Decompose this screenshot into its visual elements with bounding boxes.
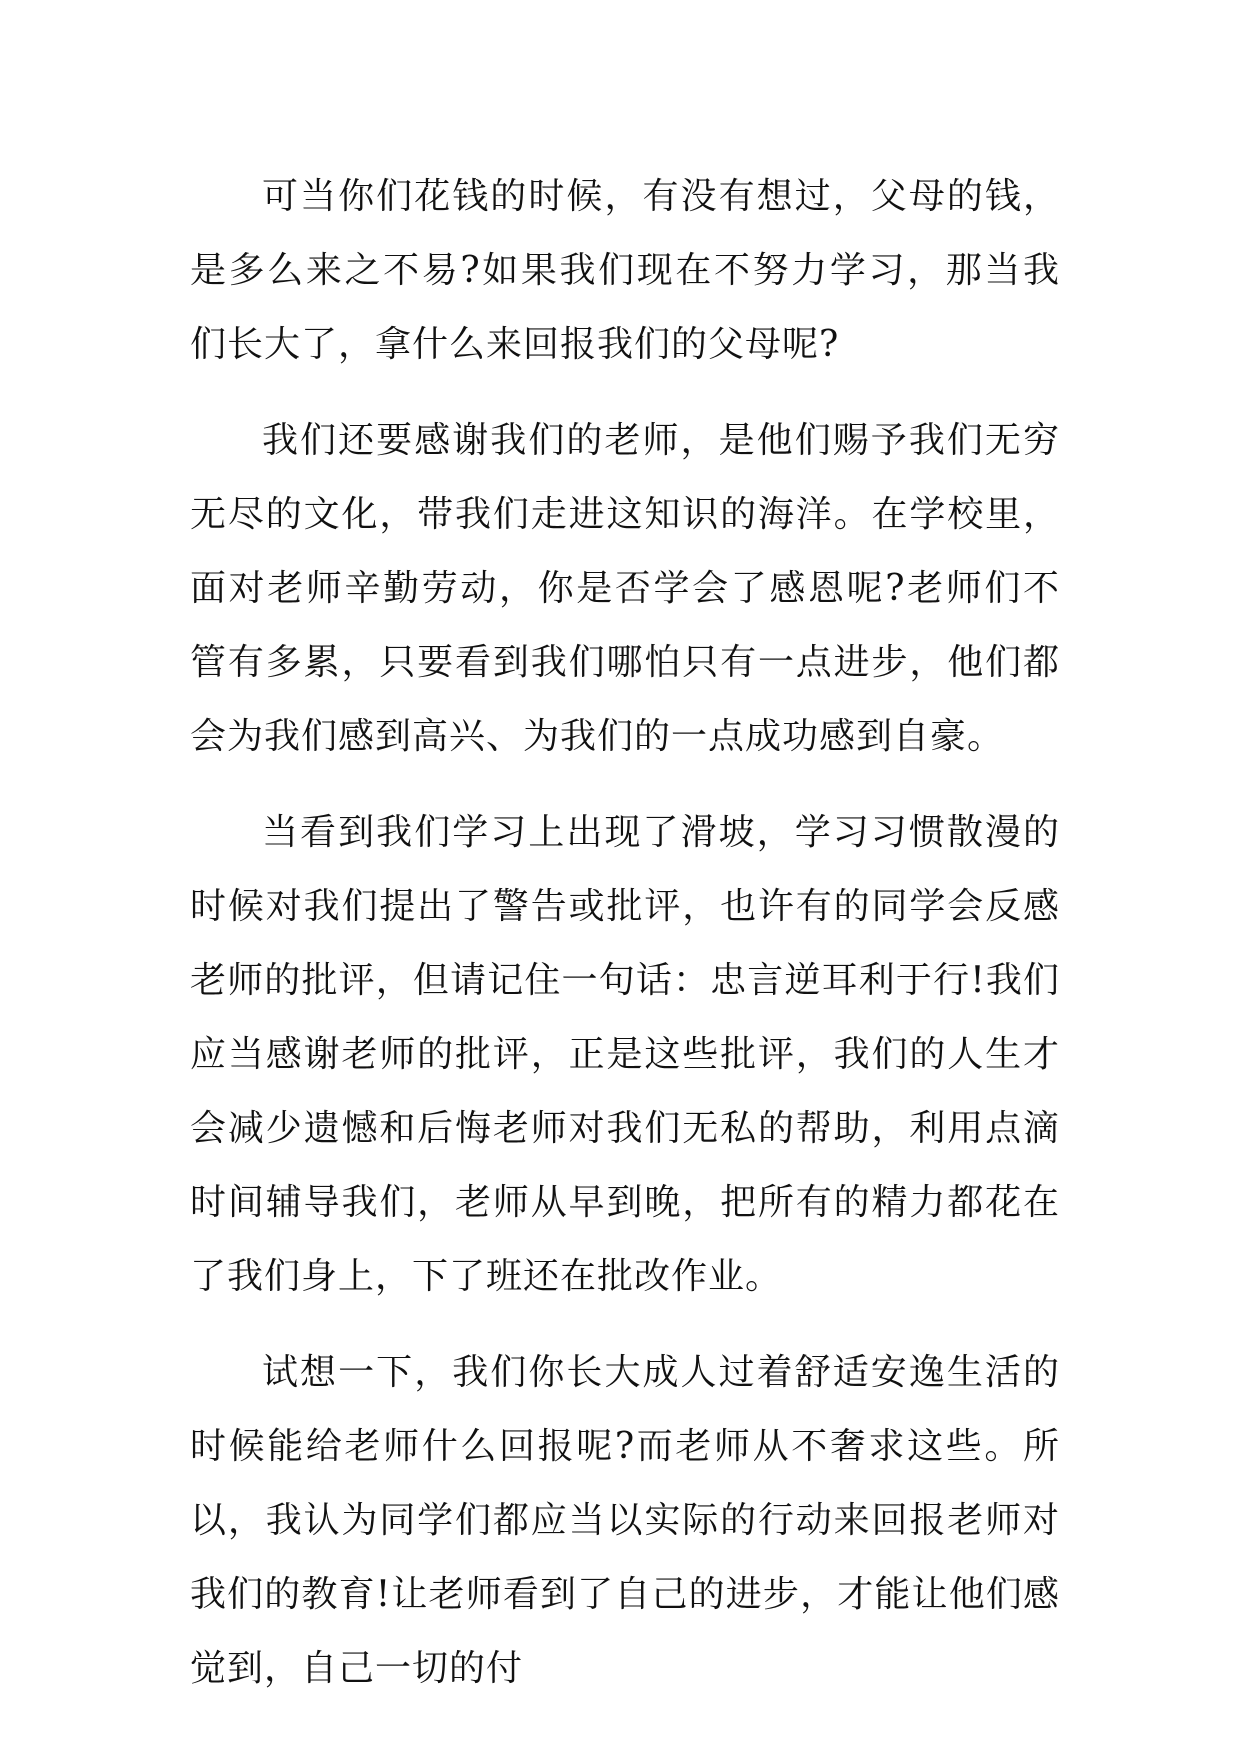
paragraph-repay-teachers: 试想一下，我们你长大成人过着舒适安逸生活的时候能给老师什么回报呢?而老师从不奢求这些。所以，我认为同学们都应当以实际的行动来回报老师对我们的教育!让老师看到了自己的进步，才能让他们感觉到，自己一切的付 [190, 1352, 1060, 1689]
document-body [190, 160, 1060, 1728]
paragraph-parents: 可当你们花钱的时候，有没有想过，父母的钱，是多么来之不易?如果我们现在不努力学习，那当我们长大了，拿什么来回报我们的父母呢? [190, 176, 1060, 365]
paragraph-teacher-criticism: 当看到我们学习上出现了滑坡，学习习惯散漫的时候对我们提出了警告或批评，也许有的同学会反感老师的批评，但请记住一句话：忠言逆耳利于行!我们应当感谢老师的批评，正是这些批评，我们的人生才会减少遗憾和后悔老师对我们无私的帮助，利用点滴时间辅导我们，老师从早到晚，把所有的精力都花在了我们身上，下了班还在批改作业。 [190, 812, 1060, 1297]
paragraph-thank-teachers: 我们还要感谢我们的老师，是他们赐予我们无穷无尽的文化，带我们走进这知识的海洋。在学校里，面对老师辛勤劳动，你是否学会了感恩呢?老师们不管有多累，只要看到我们哪怕只有一点进步，他们都会为我们感到高兴、为我们的一点成功感到自豪。 [190, 420, 1060, 757]
